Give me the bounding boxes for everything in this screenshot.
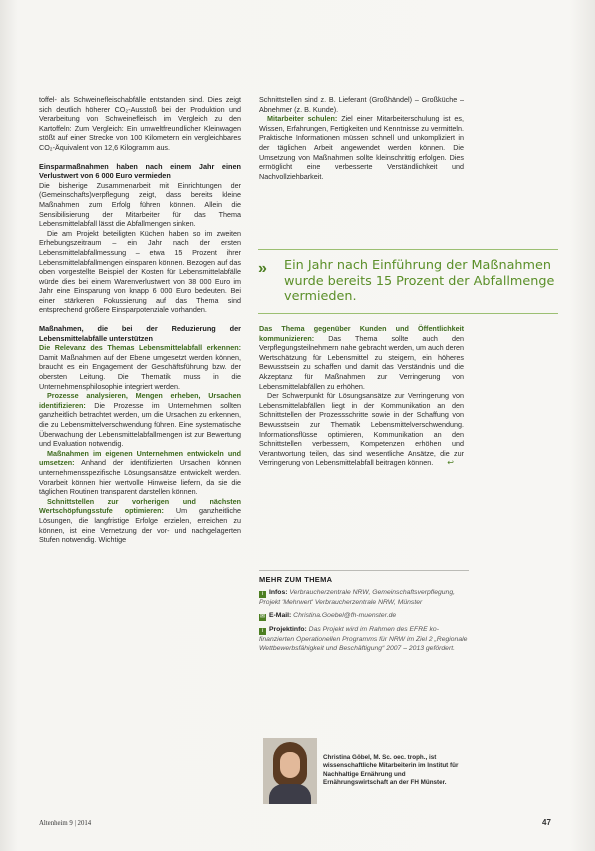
- right-column-top: [259, 95, 464, 181]
- more-info-item: [259, 611, 469, 621]
- footer-publication: Altenheim 9 | 2014: [39, 820, 92, 827]
- paragraph: [39, 343, 241, 391]
- pull-quote-text: Ein Jahr nach Einführung der Maßnahmen wurde bereits 15 Prozent der Abfallmenge vermieden.: [284, 258, 555, 304]
- article-end-icon: ↩: [447, 458, 454, 468]
- double-chevron-icon: »: [258, 260, 267, 277]
- paragraph-lead: Mitarbeiter schulen:: [267, 114, 338, 124]
- paragraph-body: Das Thema sollte auch den Verpflegungsteilnehmern nahe gebracht werden, um auch deren Wertschätzung für Lebensmittel zu steigern, ein höheres Bewusstsein zu schaffen und damit das Verständnis und die Akzeptanz für Maßnahmen zur Verringerung von Lebensmittelabfällen zu erhöhen.: [259, 333, 465, 391]
- author-bio: Christina Göbel, M. Sc. oec. troph., ist wissenschaftliche Mitarbeiterin im Institut für Nachhaltige Ernährung und Ernährungswirtschaft an der FH Münster.: [323, 754, 459, 786]
- paragraph-lead: Schnittstellen zur vorherigen und nächsten Wertschöpfungsstufe optimieren:: [39, 496, 241, 516]
- email-link[interactable]: Christina.Goebel@fh-muenster.de: [293, 612, 397, 620]
- right-column-middle: [259, 324, 464, 468]
- paragraph: [39, 391, 241, 449]
- subheading: Einsparmaßnahmen haben nach einem Jahr einen Verlustwert von 6 000 Euro vermieden: [39, 161, 241, 181]
- info-icon: i: [259, 628, 266, 635]
- mail-icon: ✉: [259, 614, 266, 621]
- paragraph-body: Damit Maßnahmen auf der Ebene umgesetzt werden können, braucht es ein Engagement der Geschäftsführung bzw. der obersten Leitung. Die Thematik muss in die Unternehmensphilosophie integriert werden.: [39, 352, 241, 391]
- paragraph-lead: Maßnahmen im eigenen Unternehmen entwickeln und umsetzen:: [39, 448, 241, 468]
- more-info-label: Infos:: [269, 589, 288, 596]
- paragraph: Die bisherige Zusammenarbeit mit Einrichtungen der (Gemeinschafts)verpflegung zeigt, dass bereits kleine Maßnahmen zum Erfolg führen können. Allein die Sensibilisierung der Mitarbeiter für das Thema Lebensmittelabfall lässt die Abfallmengen sinken.: [39, 180, 241, 229]
- paragraph-body: Der Schwerpunkt für Lösungsansätze zur Verringerung von Lebensmittelabfällen liegt in der Kommunikation an den Schnittstellen der Prozessschritte sowie in der Schaffung von Bewusstsein zur Thematik Lebensmittelverschwendung. Informationsflüsse optimieren, Kommunikation an den Schnittstellen verbessern, Kompetenzen erhöhen und Verantwortung teilen, das sind wesentliche Ansätze, die zur Verringerung von Lebensmittelabfall beitragen können.: [259, 391, 464, 468]
- paragraph: [39, 449, 241, 497]
- paragraph: [39, 497, 241, 545]
- pull-quote: [258, 249, 558, 314]
- paragraph-body: Die Prozesse im Unternehmen sollten ganzheitlich betrachtet werden, um die Ursachen zu erkennen, die zu Lebensmittelverschwendung führen. Eine systematische Überwachung der Lebensmittelabfallmengen ist zur Bewertung und Evaluation notwendig.: [39, 400, 241, 449]
- paragraph-body: Um ganzheitliche Lösungen, die langfristige Erfolge erzielen, erreichen zu können, ist eine Vernetzung der vor- und nachgelagerten Stufen notwendig. Wichtige: [39, 506, 242, 545]
- paragraph: toffel- als Schweinefleischabfälle entstanden sind. Dies zeigt sich deutlich höherer CO₂-Ausstoß bei der Produktion und Verarbeitung von Schweinefleisch im Vergleich zu den Kartoffeln: Zum Vergleich: Ein umweltfreundlicher Kleinwagen stößt auf einer Strecke von 100 Kilometern ein vergleichbares CO₂-Äquivalent von 12,6 Kilogramm aus.: [39, 95, 241, 152]
- left-column: [39, 95, 241, 545]
- paragraph: Die am Projekt beteiligten Küchen haben so im zweiten Erhebungszeitraum – ein Jahr nach der ersten Lebensmittelabfallmessung – etwa 15 Prozent ihrer Lebensmittelabfallmengen einsparen können. Bezogen auf das oben vorgestellte Beispiel der Kosten für Lebensmittelabfälle würde dies bei einem Warenverlustwert von 38 000 Euro im Jahr eine Einsparung von knapp 6 000 Euro bedeuten. Bei einer stärkeren Fokussierung auf das Thema sind entsprechend größere Einsparpotenziale vorhanden.: [39, 228, 241, 315]
- paragraph: [259, 391, 464, 468]
- paragraph-lead: Das Thema gegenüber Kunden und Öffentlichkeit kommunizieren:: [259, 324, 464, 343]
- more-info-text: Das Projekt wird im Rahmen des EFRE ko-finanzierten Operationellen Programms für NRW im Ziel 2 „Regionale Wettbewerbsfähigkeit und Beschäftigung“ 2007 – 2013 gefördert.: [259, 626, 468, 653]
- more-info-text: Verbraucherzentrale NRW, Gemeinschaftsverpflegung, Projekt 'Mehrwert' Verbraucherzentrale NRW, Münster: [259, 589, 455, 606]
- paragraph: [259, 324, 464, 391]
- page-number: 47: [542, 818, 551, 827]
- paragraph-lead: Die Relevanz des Themas Lebensmittelabfall erkennen:: [39, 343, 241, 353]
- paragraph-body: Ziel einer Mitarbeiterschulung ist es, Wissen, Erfahrungen, Fertigkeiten und Kenntnisse zu vermitteln. Praktische Informationen müssen schnell und unkompliziert in der täglichen Arbeit angewendet werden können. Die Umsetzung von Maßnahmen sollte kleinschrittig erfolgen. Dies ermöglicht eine verbesserte Verständlichkeit und Nachvollziehbarkeit.: [259, 114, 464, 181]
- paragraph: [259, 114, 464, 181]
- more-info-title: MEHR ZUM THEMA: [259, 575, 333, 584]
- more-info-label: Projektinfo:: [269, 626, 307, 634]
- more-info-item: [259, 588, 469, 607]
- author-photo: [263, 738, 317, 804]
- subheading: Maßnahmen, die bei der Reduzierung der Lebensmittelabfälle unterstützen: [39, 324, 241, 343]
- info-icon: i: [259, 591, 266, 598]
- paragraph-body: Anhand der identifizierten Ursachen können unternehmensspezifische Lösungsansätze entwickelt werden. Vorarbeit können hier wertvolle Hinweise liefern, da sie die täglichen Routinen transparent darstellen können.: [39, 458, 241, 497]
- more-info-item: [259, 625, 469, 653]
- more-info-box: [259, 570, 469, 658]
- paragraph: Schnittstellen sind z. B. Lieferant (Großhändel) – Großküche – Abnehmer (z. B. Kunde).: [259, 95, 464, 114]
- paragraph-lead: Prozesse analysieren, Mengen erheben, Ursachen identifizieren:: [39, 391, 241, 410]
- more-info-label: E-Mail:: [269, 612, 292, 620]
